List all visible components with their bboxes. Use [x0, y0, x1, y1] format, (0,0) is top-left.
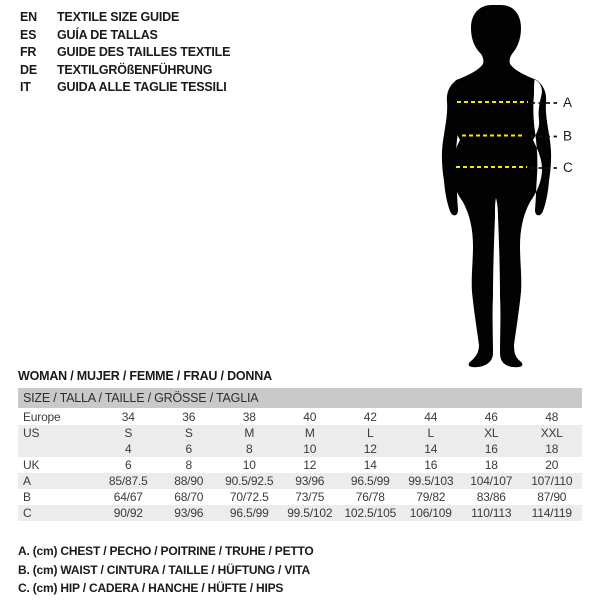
size-cell: 48 — [545, 410, 559, 424]
size-cell: S — [184, 426, 193, 440]
language-code: ES — [20, 27, 37, 42]
legend-line-c: C. (cm) HIP / CADERA / HANCHE / HÜFTE / HIPS — [18, 581, 284, 596]
size-cell: XXL — [540, 426, 563, 440]
measurement-legend — [18, 542, 314, 598]
table-row-europe — [18, 409, 582, 425]
size-cell: 14 — [424, 442, 438, 456]
size-cell: 8 — [246, 442, 253, 456]
row-label — [18, 441, 98, 457]
language-row-it — [20, 79, 230, 97]
language-title: TEXTILE SIZE GUIDE — [57, 10, 180, 24]
size-cell: 99.5/103 — [408, 474, 454, 488]
size-cell: 85/87.5 — [108, 474, 148, 488]
size-cell: M — [304, 426, 315, 440]
size-cell: 8 — [185, 458, 192, 472]
size-cell: 106/109 — [409, 506, 452, 520]
language-title: GUÍA DE TALLAS — [57, 27, 158, 42]
size-cell: 73/75 — [295, 490, 325, 504]
size-cell: 20 — [545, 458, 559, 472]
language-row-en — [20, 9, 230, 27]
gender-heading: WOMAN / MUJER / FEMME / FRAU / DONNA — [18, 369, 272, 383]
size-cell: 36 — [182, 410, 196, 424]
marker-label-B: B — [563, 128, 573, 144]
size-cell: 16 — [484, 442, 498, 456]
size-cell: 44 — [424, 410, 438, 424]
table-row-us — [18, 425, 582, 441]
size-cell: XL — [484, 426, 499, 440]
size-cell: 46 — [484, 410, 498, 424]
size-cell: 88/90 — [174, 474, 204, 488]
size-cell: 96.5/99 — [229, 506, 269, 520]
size-cell: 102.5/105 — [344, 506, 397, 520]
size-cell: 18 — [484, 458, 498, 472]
size-cell: 40 — [303, 410, 317, 424]
size-cell: 70/72.5 — [229, 490, 269, 504]
woman-silhouette-figure — [420, 0, 600, 380]
size-cell: 38 — [242, 410, 256, 424]
size-cell: 68/70 — [174, 490, 204, 504]
language-row-es — [20, 27, 230, 45]
row-label: Europe — [23, 410, 61, 424]
language-list — [20, 9, 230, 97]
size-cell: 64/67 — [113, 490, 143, 504]
size-cell: L — [427, 426, 434, 440]
row-label: UK — [23, 458, 40, 472]
language-code: IT — [20, 80, 31, 94]
size-cell: 16 — [424, 458, 438, 472]
size-cell: L — [367, 426, 374, 440]
size-cell: 18 — [545, 442, 559, 456]
table-row-a — [18, 473, 582, 489]
size-cell: 4 — [125, 442, 132, 456]
size-cell: 90.5/92.5 — [225, 474, 274, 488]
language-code: EN — [20, 10, 37, 24]
woman-silhouette — [442, 5, 551, 367]
row-label: B — [23, 490, 31, 504]
size-cell: 10 — [242, 458, 256, 472]
table-row — [18, 441, 582, 457]
language-code: FR — [20, 45, 37, 59]
size-table-header: SIZE / TALLA / TAILLE / GRÖSSE / TAGLIA — [18, 388, 582, 408]
language-title: GUIDA ALLE TAGLIE TESSILI — [57, 80, 227, 94]
size-cell: 34 — [121, 410, 135, 424]
size-cell: 90/92 — [113, 506, 143, 520]
language-row-fr — [20, 44, 230, 62]
size-cell: S — [124, 426, 133, 440]
size-cell: 6 — [125, 458, 132, 472]
size-cell: 110/113 — [471, 506, 512, 520]
size-cell: 10 — [303, 442, 317, 456]
size-cell: 107/110 — [531, 474, 573, 488]
size-cell: 114/119 — [531, 506, 572, 520]
size-cell: 96.5/99 — [350, 474, 390, 488]
table-row-b — [18, 489, 582, 505]
size-cell: 93/96 — [174, 506, 204, 520]
size-cell: 76/78 — [355, 490, 385, 504]
size-cell: 12 — [363, 442, 377, 456]
language-title: GUIDE DES TAILLES TEXTILE — [57, 45, 231, 59]
legend-line-b: B. (cm) WAIST / CINTURA / TAILLE / HÜFTUNG / VITA — [18, 562, 310, 577]
table-row-c — [18, 505, 582, 521]
size-table-grid — [18, 409, 582, 521]
language-row-de — [20, 62, 230, 80]
size-cell: 83/86 — [476, 490, 506, 504]
size-cell: 93/96 — [295, 474, 325, 488]
size-cell: 87/90 — [537, 490, 567, 504]
language-code: DE — [20, 62, 37, 77]
legend-line-a: A. (cm) CHEST / PECHO / POITRINE / TRUHE / PETTO — [18, 544, 314, 558]
size-cell: 79/82 — [416, 490, 446, 504]
size-cell: 99.5/102 — [287, 506, 333, 520]
size-cell: 104/107 — [470, 474, 513, 488]
size-cell: 42 — [363, 410, 377, 424]
marker-label-C: C — [563, 160, 573, 175]
table-row-uk — [18, 457, 582, 473]
row-label: C — [23, 506, 32, 520]
size-table — [18, 388, 582, 521]
size-cell: 6 — [185, 442, 192, 456]
row-label: A — [23, 474, 31, 488]
size-cell: 14 — [363, 458, 377, 472]
row-label: US — [23, 426, 40, 440]
language-title: TEXTILGRÖßENFÜHRUNG — [57, 62, 213, 77]
size-cell: 12 — [303, 458, 317, 472]
size-cell: M — [244, 426, 255, 440]
marker-label-A: A — [563, 95, 573, 110]
